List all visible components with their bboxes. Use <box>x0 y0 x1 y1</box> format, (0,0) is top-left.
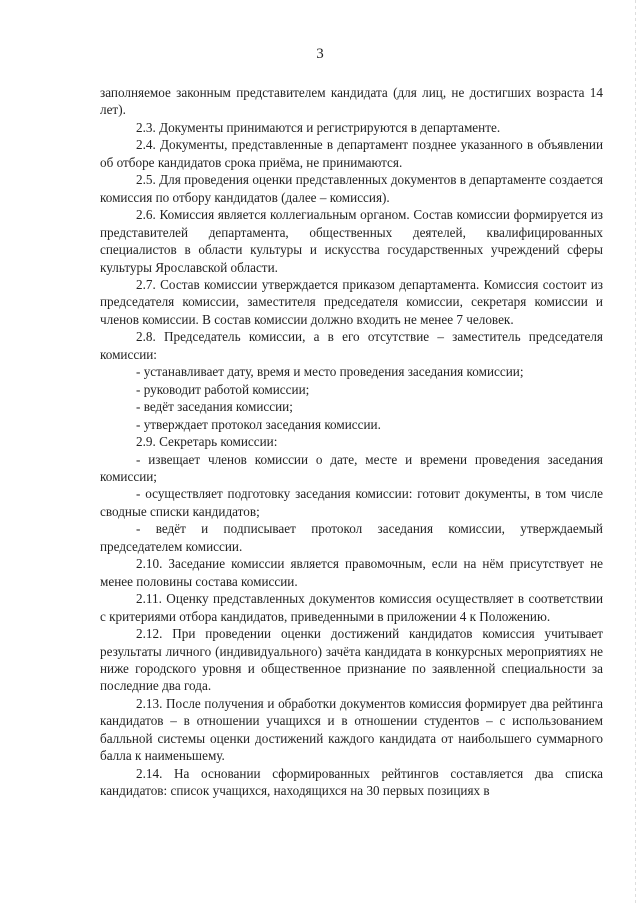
list-item: - устанавливает дату, время и место проведения заседания комиссии; <box>136 364 524 380</box>
list-item: - осуществляет подготовку заседания комиссии: готовит документы, в том числе сводные списки кандидатов; <box>100 486 603 519</box>
list-item: - утверждает протокол заседания комиссии. <box>136 416 381 432</box>
paragraph: 2.9. Секретарь комиссии: <box>136 434 278 450</box>
list-item: - руководит работой комиссии; <box>136 381 310 397</box>
paragraph: 2.7. Состав комиссии утверждается приказом департамента. Комиссия состоит из председателя комиссии, заместителя председателя комиссии, секретаря комиссии и членов комиссии. В состав комиссии должно входить не менее 7 человек. <box>100 276 603 327</box>
paragraph-continuation: заполняемое законным представителем кандидата (для лиц, не достигших возраста 14 лет). <box>100 85 603 118</box>
paragraph: 2.10. Заседание комиссии является правомочным, если на нём присутствует не менее половины состава комиссии. <box>100 556 603 589</box>
paragraph: 2.8. Председатель комиссии, а в его отсутствие – заместитель председателя комиссии: <box>100 329 603 362</box>
list-item: - извещает членов комиссии о дате, месте и времени проведения заседания комиссии; <box>100 451 603 484</box>
paragraph: 2.6. Комиссия является коллегиальным органом. Состав комиссии формируется из представителей департамента, общественных деятелей, квалифицированных специалистов в области культуры и искусства государственных учреждений сферы культуры Ярославской области. <box>100 207 603 275</box>
paragraph: 2.14. На основании сформированных рейтингов составляется два списка кандидатов: список учащихся, находящихся на 30 первых позициях в <box>100 765 603 799</box>
paragraph: 2.5. Для проведения оценки представленных документов в департаменте создается комиссия по отбору кандидатов (далее – комиссия). <box>100 172 603 205</box>
paragraph: 2.3. Документы принимаются и регистрируются в департаменте. <box>136 119 501 135</box>
scan-edge-mark <box>635 0 636 905</box>
paragraph: 2.12. При проведении оценки достижений кандидатов комиссия учитывает результаты личного (индивидуального) зачёта кандидата в конкурсных мероприятиях не ниже городского уровня и общественное признание по заявленной специальности за последние два года. <box>100 626 603 694</box>
page-number: 3 <box>316 46 324 62</box>
list-item: - ведёт заседания комиссии; <box>136 399 293 415</box>
body-text <box>100 84 603 800</box>
paragraph: 2.11. Оценку представленных документов комиссия осуществляет в соответствии с критериями отбора кандидатов, приведенными в приложении 4 к Положению. <box>100 591 603 624</box>
paragraph: 2.13. После получения и обработки документов комиссия формирует два рейтинга кандидатов – в отношении учащихся и в отношении студентов – с использованием балльной системы оценки достижений каждого кандидата от наибольшего суммарного балла к наименьшему. <box>100 695 603 764</box>
paragraph: 2.4. Документы, представленные в департамент позднее указанного в объявлении об отборе кандидатов срока приёма, не принимаются. <box>100 137 603 170</box>
list-item: - ведёт и подписывает протокол заседания комиссии, утверждаемый председателем комиссии. <box>100 521 603 554</box>
